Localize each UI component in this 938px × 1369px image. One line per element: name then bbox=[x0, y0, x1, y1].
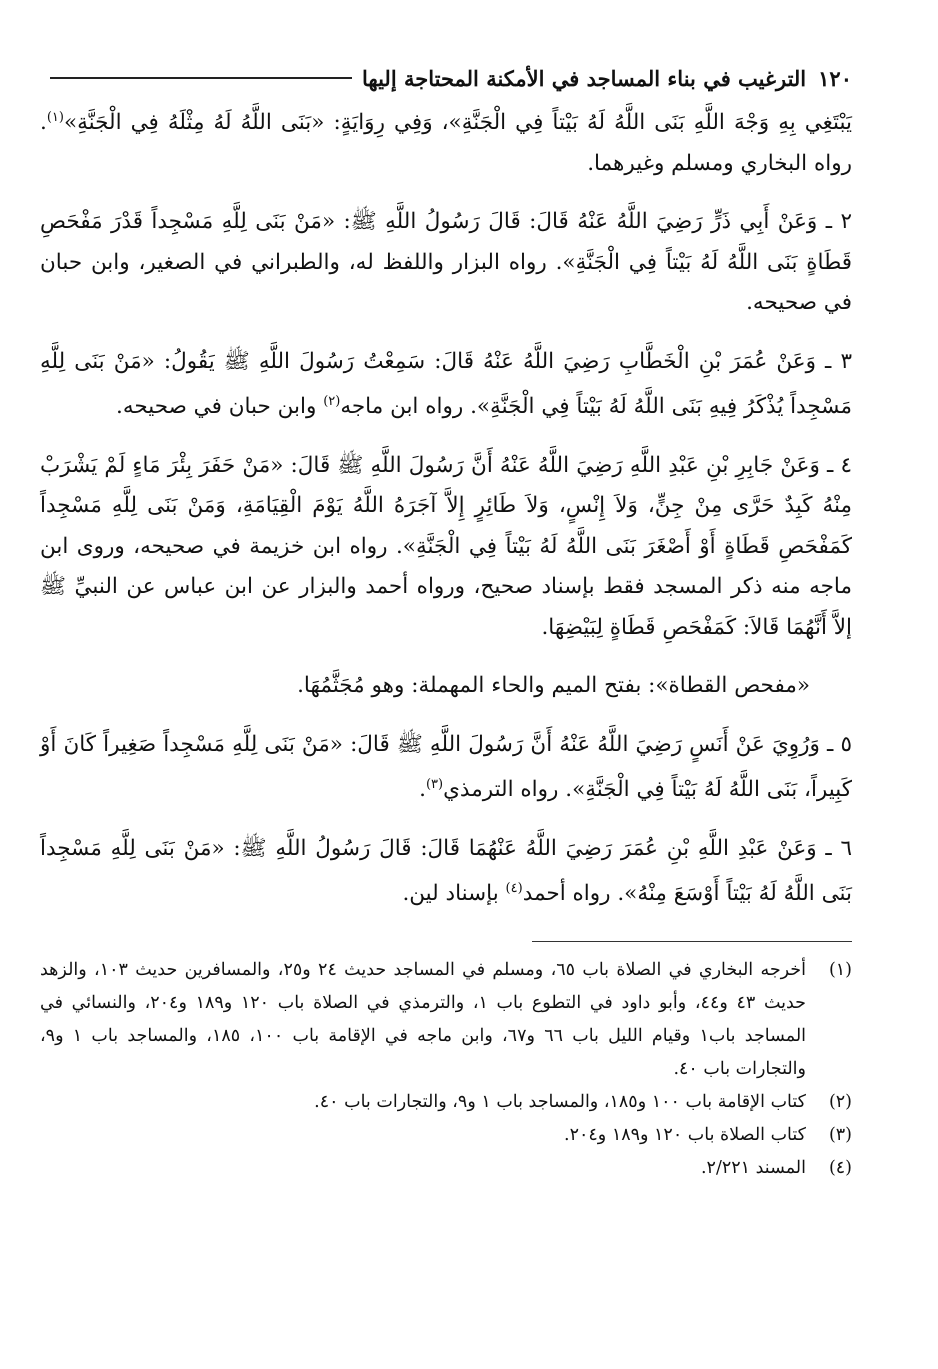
footnote-ref: (٢) bbox=[323, 394, 341, 410]
footnote-text: كتاب الإقامة باب ١٠٠ و١٨٥، والمساجد باب ١ و٩، والتجارات باب ٤٠. bbox=[314, 1092, 806, 1113]
footnote-ref: (٤) bbox=[505, 881, 523, 897]
paragraph-text-cont: بإسناد لين. bbox=[402, 881, 506, 907]
paragraph-text-cont: . bbox=[419, 777, 426, 803]
paragraph-text: ٣ ـ وَعَنْ عُمَرَ بْنِ الْخَطَّابِ رَضِيَ اللَّهُ عَنْهُ قَالَ: سَمِعْتُ رَسُولَ اللَّهِ ﷺ يَقُولُ: «مَنْ بَنَى لِلَّهِ مَسْجِداً يُذْكَرُ فِيهِ بَنَى اللَّهُ لَهُ بَيْتاً فِي الْجَنَّةِ». رواه ابن ماجه bbox=[40, 348, 852, 420]
paragraph-2 bbox=[40, 202, 852, 324]
footnotes bbox=[40, 954, 852, 1185]
footnote-ref: (٣) bbox=[425, 777, 444, 793]
paragraph-text-cont: . رواه البخاري ومسلم وغيرهما. bbox=[40, 110, 852, 176]
footnote-text: كتاب الصلاة باب ١٢٠ و١٨٩ و٢٠٤. bbox=[564, 1125, 806, 1146]
footnote-text: المسند ٢/٢٢١. bbox=[700, 1158, 806, 1179]
footnote bbox=[40, 1119, 852, 1152]
paragraph-5-gloss bbox=[40, 666, 852, 707]
paragraph-4 bbox=[40, 446, 852, 649]
running-header bbox=[40, 58, 852, 98]
paragraph-1 bbox=[40, 98, 852, 184]
paragraph-text: ٤ ـ وَعَنْ جَابِرِ بْنِ عَبْدِ اللَّهِ رَضِيَ اللَّهُ عَنْهُ أَنَّ رَسُولَ اللَّهِ ﷺ قَالَ: «مَنْ حَفَرَ بِئْرَ مَاءٍ لَمْ يَشْرَبْ مِنْهُ كَبِدٌ حَرَّى مِنْ جِنٍّ، وَلاَ إِنْسٍ، وَلاَ طَائِرٍ إِلاَّ آجَرَهُ اللَّهُ يَوْمَ الْقِيَامَةِ، وَمَنْ بَنَى لِلَّهِ مَسْجِداً كَمَفْحَصِ قَطَاةٍ أَوْ أَصْغَرَ بَنَى اللَّهُ لَهُ بَيْتاً فِي الْجَنَّةِ». رواه ابن خزيمة في صحيحه، وروى ابن ماجه منه ذكر المسجد فقط بإسناد صحيح، ورواه أحمد والبزار عن ابن عباس عن النبيِّ ﷺ إلاَّ أَنَّهُمَا قَالاَ: كَمَفْحَصِ قَطَاةٍ لِبَيْضِهَا. bbox=[40, 452, 852, 640]
footnote bbox=[40, 954, 852, 1086]
paragraph-text: ٢ ـ وَعَنْ أَبِي ذَرٍّ رَضِيَ اللَّهُ عَنْهُ قَالَ: قَالَ رَسُولُ اللَّهِ ﷺ: «مَنْ بَنَى لِلَّهِ مَسْجِداً قَدْرَ مَفْحَصِ قَطَاةٍ بَنَى اللَّهُ لَهُ بَيْتاً فِي الْجَنَّةِ». رواه البزار واللفظ له، والطبراني في الصغير، وابن حبان في صحيحه. bbox=[40, 209, 852, 316]
page-number: ١٢٠ bbox=[818, 65, 852, 91]
paragraph-text: ٦ ـ وَعَنْ عَبْدِ اللَّهِ بْنِ عُمَرَ رَضِيَ اللَّهُ عَنْهُمَا قَالَ: قَالَ رَسُولُ اللَّهِ ﷺ: «مَنْ بَنَى لِلَّهِ مَسْجِداً بَنَى اللَّهُ لَهُ بَيْتاً أَوْسَعَ مِنْهُ». رواه أحمد bbox=[40, 835, 852, 907]
footnote bbox=[40, 1152, 852, 1185]
footnote-number: (٢) bbox=[828, 1092, 852, 1113]
paragraph-text: «مفحص القطاة»: بفتح الميم والحاء المهملة: وهو مُجَثَّمُهَا. bbox=[297, 673, 810, 699]
footnote-ref: (١) bbox=[46, 110, 64, 125]
footnote-number: (٣) bbox=[828, 1125, 852, 1146]
footnote-number: (١) bbox=[828, 960, 852, 981]
paragraph-3 bbox=[40, 342, 852, 428]
paragraph-text: يَبْتَغِي بِهِ وَجْهَ اللَّهِ بَنَى اللَّهُ لَهُ بَيْتاً فِي الْجَنَّةِ»، وَفِي رِوَايَةٍ: «بَنَى اللَّهُ لَهُ مِثْلَهُ فِي الْجَنَّةِ» bbox=[63, 110, 852, 136]
paragraph-text: ٥ ـ وَرُوِيَ عَنْ أَنَسٍ رَضِيَ اللَّهُ عَنْهُ أَنَّ رَسُولَ اللَّهِ ﷺ قَالَ: «مَنْ بَنَى لِلَّهِ مَسْجِداً صَغِيراً كَانَ أَوْ كَبِيراً، بَنَى اللَّهُ لَهُ بَيْتاً فِي الْجَنَّةِ». رواه الترمذي bbox=[40, 731, 852, 803]
footnote-separator bbox=[532, 941, 852, 942]
main-text bbox=[40, 98, 852, 915]
paragraph-6 bbox=[40, 725, 852, 811]
header-rule bbox=[50, 77, 352, 79]
book-page bbox=[40, 58, 852, 1185]
paragraph-7 bbox=[40, 829, 852, 915]
footnote bbox=[40, 1086, 852, 1119]
footnote-number: (٤) bbox=[828, 1158, 852, 1179]
paragraph-text-cont: وابن حبان في صحيحه. bbox=[115, 394, 324, 420]
footnote-text: أخرجه البخاري في الصلاة باب ٦٥، ومسلم في المساجد حديث ٢٤ و٢٥، والمسافرين حديث ١٠٣، والزهد حديث ٤٣ و٤٤، وأبو داود في التطوع باب ١، والترمذي في الصلاة باب ١٢٠ و١٨٩ و٢٠٤، والنسائي في المساجد باب١ وقيام الليل باب ٦٦ و٦٧، وابن ماجه في الإقامة باب ١٠٠، ١٨٥، والمساجد باب ١ و٩، والتجارات باب ٤٠. bbox=[40, 960, 807, 1080]
chapter-title: الترغيب في بناء المساجد في الأمكنة المحتاجة إليها bbox=[362, 65, 807, 91]
